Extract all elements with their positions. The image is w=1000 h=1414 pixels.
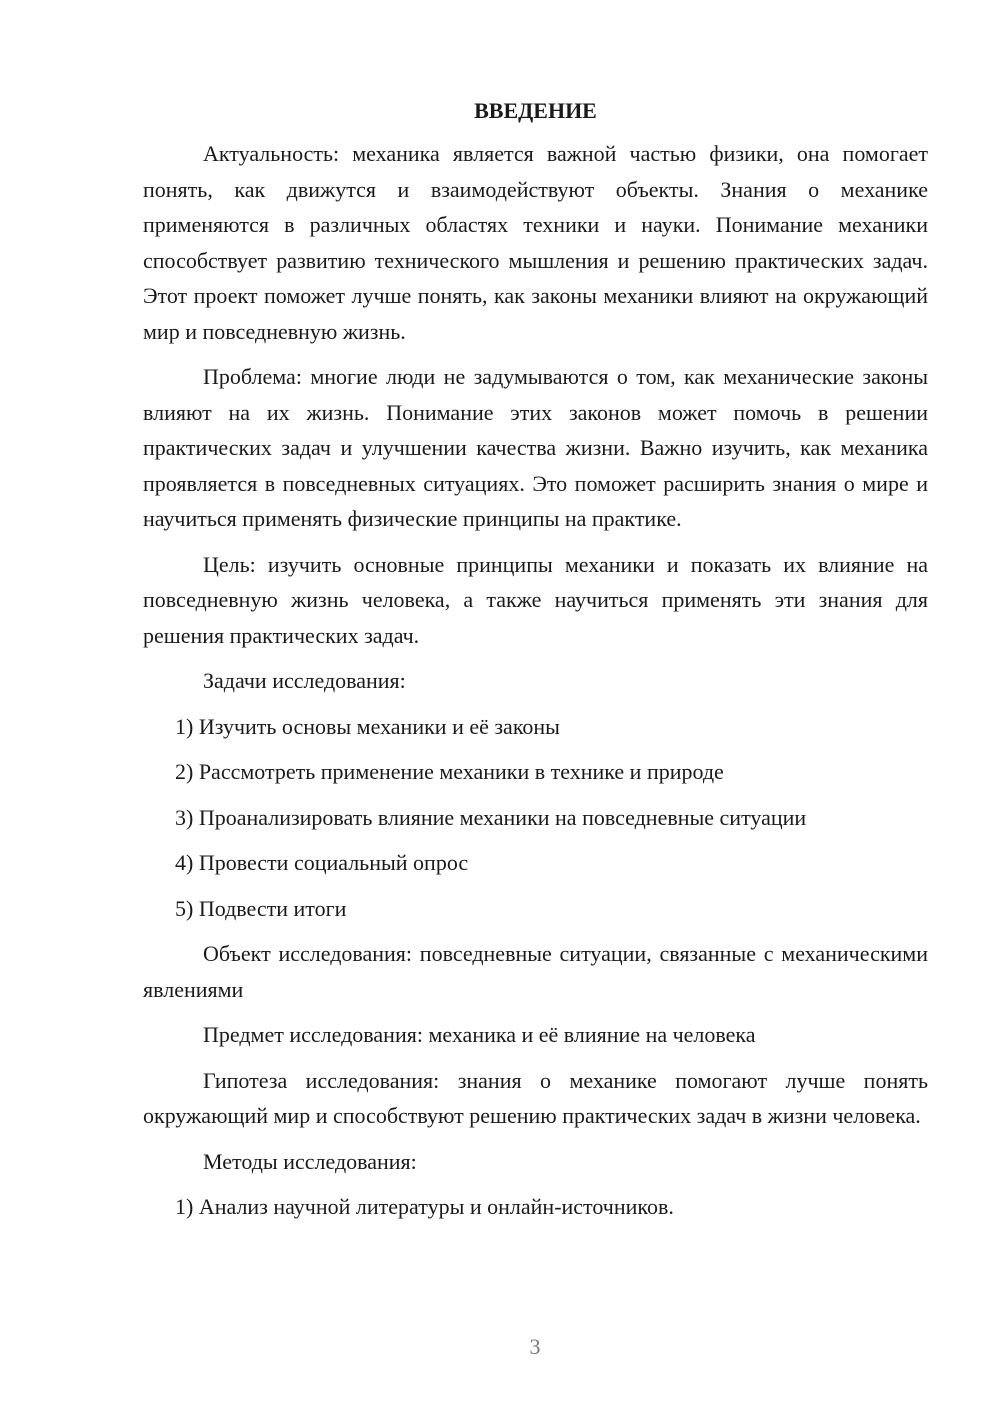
paragraph-problem: Проблема: многие люди не задумываются о том, как механические законы влияют на их жизнь. Понимание этих законов может помочь в решении практических задач и улучшении качества жизни. Важно изучить, как механика проявляется в повседневных ситуациях. Это поможет расширить знания о мире и научиться применять физические принципы на практике. [143,364,928,531]
paragraph-object: Объект исследования: повседневные ситуации, связанные с механическими явлениями [143,941,928,1002]
task-item: 2) Рассмотреть применение механики в технике и природе [175,759,724,784]
page-number: 3 [529,1334,541,1359]
methods-heading: Методы исследования: [203,1148,417,1174]
task-item: 1) Изучить основы механики и её законы [175,713,560,739]
paragraph-relevance: Актуальность: механика является важной частью физики, она помогает понять, как движутся и взаимодействуют объекты. Знания о механике применяются в различных областях техники и науки. Понимание механики способствует развитию технического мышления и решению практических задач. Этот проект поможет лучше понять, как законы механики влияют на окружающий мир и повседневную жизнь. [143,141,928,344]
task-item: 3) Проанализировать влияние механики на повседневные ситуации [175,804,807,830]
paragraph-subject: Предмет исследования: механика и её влияние на человека [203,1022,756,1047]
task-item: 4) Провести социальный опрос [175,850,469,875]
page-title: ВВЕДЕНИЕ [474,98,597,123]
tasks-heading: Задачи исследования: [203,668,406,693]
page-content [143,96,928,1235]
paragraph-goal: Цель: изучить основные принципы механики и показать их влияние на повседневную жизнь человека, а также научиться применять эти знания для решения практических задач. [143,551,928,648]
method-item: 1) Анализ научной литературы и онлайн-источников. [175,1194,674,1219]
paragraph-hypothesis: Гипотеза исследования: знания о механике помогают лучше понять окружающий мир и способствуют решению практических задач в жизни человека. [143,1067,928,1128]
task-item: 5) Подвести итоги [175,895,347,921]
